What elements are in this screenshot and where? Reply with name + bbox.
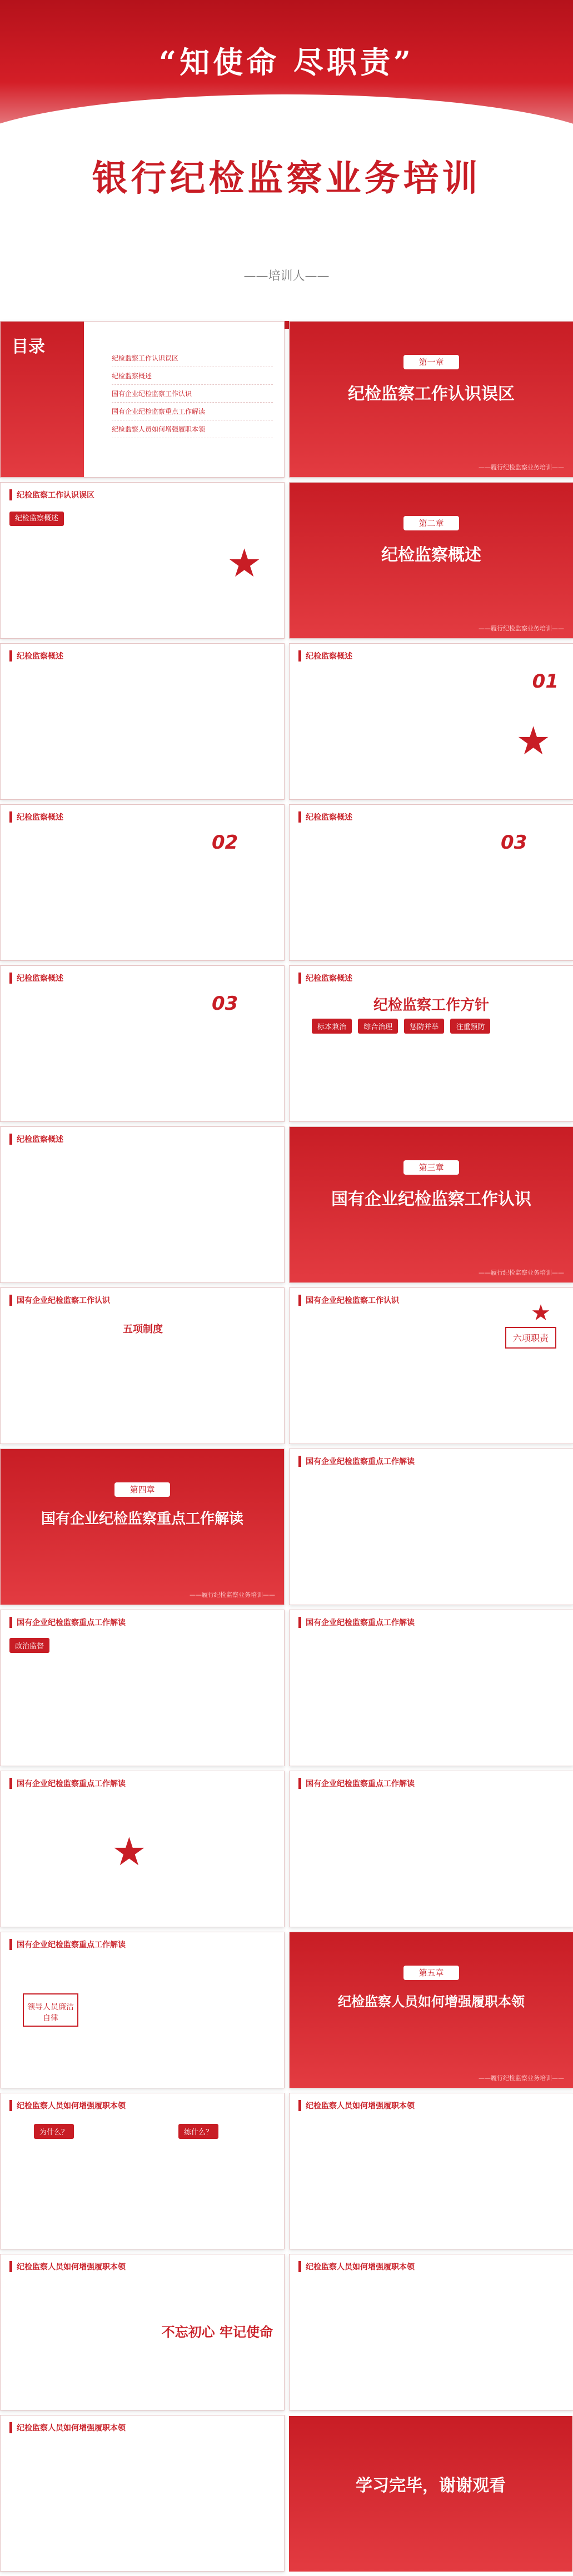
content-slide [0,1932,285,2088]
content-slide [0,1126,285,1283]
content-slide [0,804,285,961]
section-heading: 纪检监察人员如何增强履职本领 [9,2261,126,2272]
section-number: 03 [501,831,527,854]
section-heading: 纪检监察概述 [298,650,352,661]
chapter-title: 纪检监察人员如何增强履职本领 [338,1994,525,2009]
slide-footer: ——履行纪检监察业务培训—— [190,1591,275,1598]
section-heading: 国有企业纪检监察重点工作解读 [9,1617,126,1628]
content-slide [289,2093,573,2249]
tag: 为什么？ [34,2124,74,2139]
content-slide [0,2093,285,2249]
toc-slide [0,321,285,478]
motto: 不忘初心 牢记使命 [161,2324,273,2340]
five-systems: 五项制度 [123,1324,163,1335]
title-slide [0,0,573,329]
chapter-slide-5 [289,1932,573,2088]
section-heading: 纪检监察概述 [298,811,352,823]
policy-pill: 惩防并举 [404,1019,444,1034]
toc-label: 目录 [12,337,45,357]
content-slide [289,1449,573,1605]
page-title: 银行纪检监察业务培训 [92,158,481,199]
toc-side [1,322,84,477]
chapter-number: 第二章 [403,516,459,530]
chapter-number: 第四章 [114,1482,170,1497]
presenter-line: ——培训人—— [243,269,330,283]
section-heading: 国有企业纪检监察重点工作解读 [9,1939,126,1950]
policy-pill: 标本兼治 [312,1019,352,1034]
content-slide [0,2254,285,2410]
section-number: 01 [532,670,559,693]
section-heading: 纪检监察人员如何增强履职本领 [298,2100,415,2111]
section-heading: 国有企业纪检监察重点工作解读 [9,1778,126,1789]
content-slide [0,1771,285,1927]
content-slide [0,965,285,1122]
toc-item[interactable]: 国有企业纪检监察工作认识 [112,385,273,403]
tag: 纪检监察概述 [9,512,64,526]
policy-pill: 综合治理 [358,1019,398,1034]
slide-footer: ——履行纪检监察业务培训—— [479,1269,564,1276]
toc-item[interactable]: 纪检监察概述 [112,367,273,385]
chapter-slide-3 [289,1126,573,1283]
section-heading: 纪检监察概述 [9,973,63,984]
content-slide [289,643,573,800]
section-heading: 国有企业纪检监察重点工作解读 [298,1456,415,1467]
chapter-title: 国有企业纪检监察重点工作解读 [41,1511,243,1527]
chapter-number: 第三章 [403,1160,459,1175]
slogan: “知使命 尽职责” [159,44,414,80]
closing-slide [289,2416,572,2572]
slide-footer: ——履行纪检监察业务培训—— [479,2074,564,2082]
tag: 练什么？ [178,2124,218,2139]
chapter-slide-4 [0,1449,285,1605]
policy-slide [289,965,573,1122]
content-slide [289,2254,573,2410]
chapter-title: 国有企业纪检监察工作认识 [331,1190,531,1209]
content-slide [0,482,285,639]
toc-item[interactable]: 国有企业纪检监察重点工作解读 [112,403,273,420]
content-slide [0,1610,285,1766]
section-heading: 纪检监察概述 [298,973,352,984]
section-heading: 国有企业纪检监察重点工作解读 [298,1778,415,1789]
section-heading: 纪检监察人员如何增强履职本领 [298,2261,415,2272]
star-icon: ★ [112,1829,147,1875]
content-slide [0,643,285,800]
chapter-slide-1 [289,321,573,478]
section-number: 02 [212,831,238,854]
chapter-title: 纪检监察工作认识误区 [348,384,515,404]
section-heading: 纪检监察概述 [9,650,63,661]
chapter-number: 第五章 [403,1966,459,1980]
diamond-label: 领导人员廉洁自律 [23,1993,78,2027]
section-heading: 纪检监察人员如何增强履职本领 [9,2100,126,2111]
content-slide [289,1610,573,1766]
policy-title: 纪检监察工作方针 [373,997,489,1014]
star-icon: ★ [227,540,262,586]
policy-pill: 注重预防 [450,1019,490,1034]
chapter-slide-2 [289,482,573,639]
slide-footer: ——履行纪检监察业务培训—— [479,625,564,632]
white-wave [0,94,573,328]
section-heading: 纪检监察工作认识误区 [9,489,94,500]
toc-list [112,349,273,438]
section-heading: 纪检监察概述 [9,811,63,823]
content-slide [289,804,573,961]
six-duties: 六项职责 [505,1327,556,1349]
tag: 政治监督 [9,1638,49,1653]
content-slide [289,1287,573,1444]
section-heading: 国有企业纪检监察重点工作解读 [298,1617,415,1628]
content-slide [289,1771,573,1927]
chapter-title: 纪检监察概述 [381,545,481,565]
section-number: 03 [212,993,238,1015]
slide-footer: ——履行纪检监察业务培训—— [479,464,564,471]
star-icon: ★ [531,1300,551,1326]
star-icon: ★ [516,718,551,764]
toc-item[interactable]: 纪检监察人员如何增强履职本领 [112,420,273,438]
content-slide [0,2415,285,2572]
section-heading: 国有企业纪检监察工作认识 [298,1295,399,1306]
section-heading: 国有企业纪检监察工作认识 [9,1295,110,1306]
closing-title: 学习完毕，谢谢观看 [356,2476,506,2495]
chapter-number: 第一章 [403,355,459,369]
toc-item[interactable]: 纪检监察工作认识误区 [112,349,273,367]
policy-pills [312,1019,494,1037]
section-heading: 纪检监察人员如何增强履职本领 [9,2422,126,2433]
content-slide [0,1287,285,1444]
section-heading: 纪检监察概述 [9,1134,63,1145]
slide-body [9,512,275,529]
